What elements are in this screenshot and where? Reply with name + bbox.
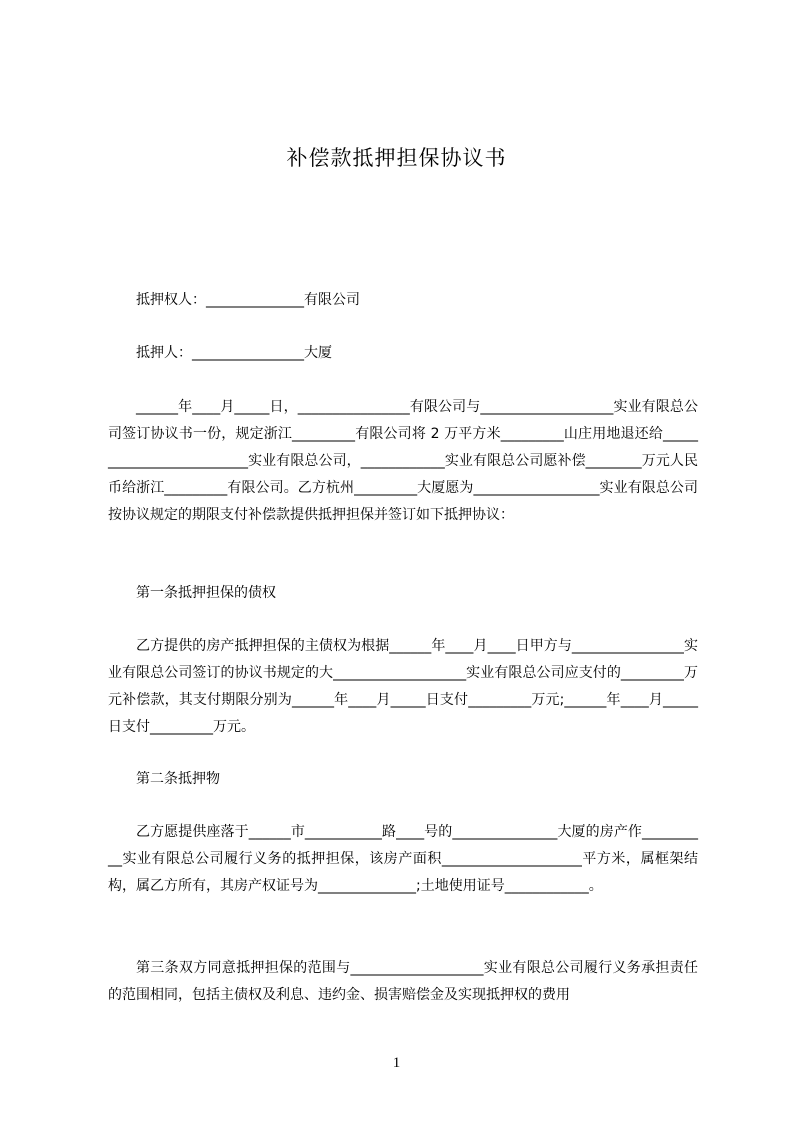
page-number: 1 bbox=[392, 1055, 401, 1071]
mortgagee-line: 抵押权人：______________有限公司 bbox=[136, 292, 360, 308]
mortgagor-line: 抵押人：________________大厦 bbox=[136, 345, 332, 361]
article-2-body: 乙方愿提供座落于______市___________路____号的_______________大厦的房产作__________实业有限总公司履行义务的抵押担保，该房产面积____________________平方米，属框架结构，属乙方所有，其房产权证号为______________;土地使用证号____________。 bbox=[108, 824, 698, 894]
article-1-heading: 第一条抵押担保的债权 bbox=[136, 585, 276, 601]
article-1-body: 乙方提供的房产抵押担保的主债权为根据______年____月____日甲方与________________实业有限总公司签订的协议书规定的大___________________实业有限总公司应支付的_________万元补偿款，其支付期限分别为______年____月_____日支付_________万元;______年____月_____日支付_________万元。 bbox=[108, 638, 698, 735]
preamble-paragraph: ______年____月_____日，________________有限公司与___________________实业有限总公司签订协议书一份，规定浙江_________有限公司将 2 万平方米_________山庄用地退还给_________________________实业有限总公司，____________实业有限总公司愿补偿________万元人民币给浙江_________有限公司。乙方杭州_________大厦愿为__________________实业有限总公司按协议规定的期限支付补偿款提供抵押担保并签订如下抵押协议： bbox=[108, 399, 698, 523]
document-title: 补偿款抵押担保协议书 bbox=[286, 146, 507, 170]
article-3-body: 第三条双方同意抵押担保的范围与___________________实业有限总公司履行义务承担责任的范围相同，包括主债权及利息、违约金、损害赔偿金及实现抵押权的费用 bbox=[108, 960, 698, 1003]
article-2-heading: 第二条抵押物 bbox=[136, 771, 220, 787]
